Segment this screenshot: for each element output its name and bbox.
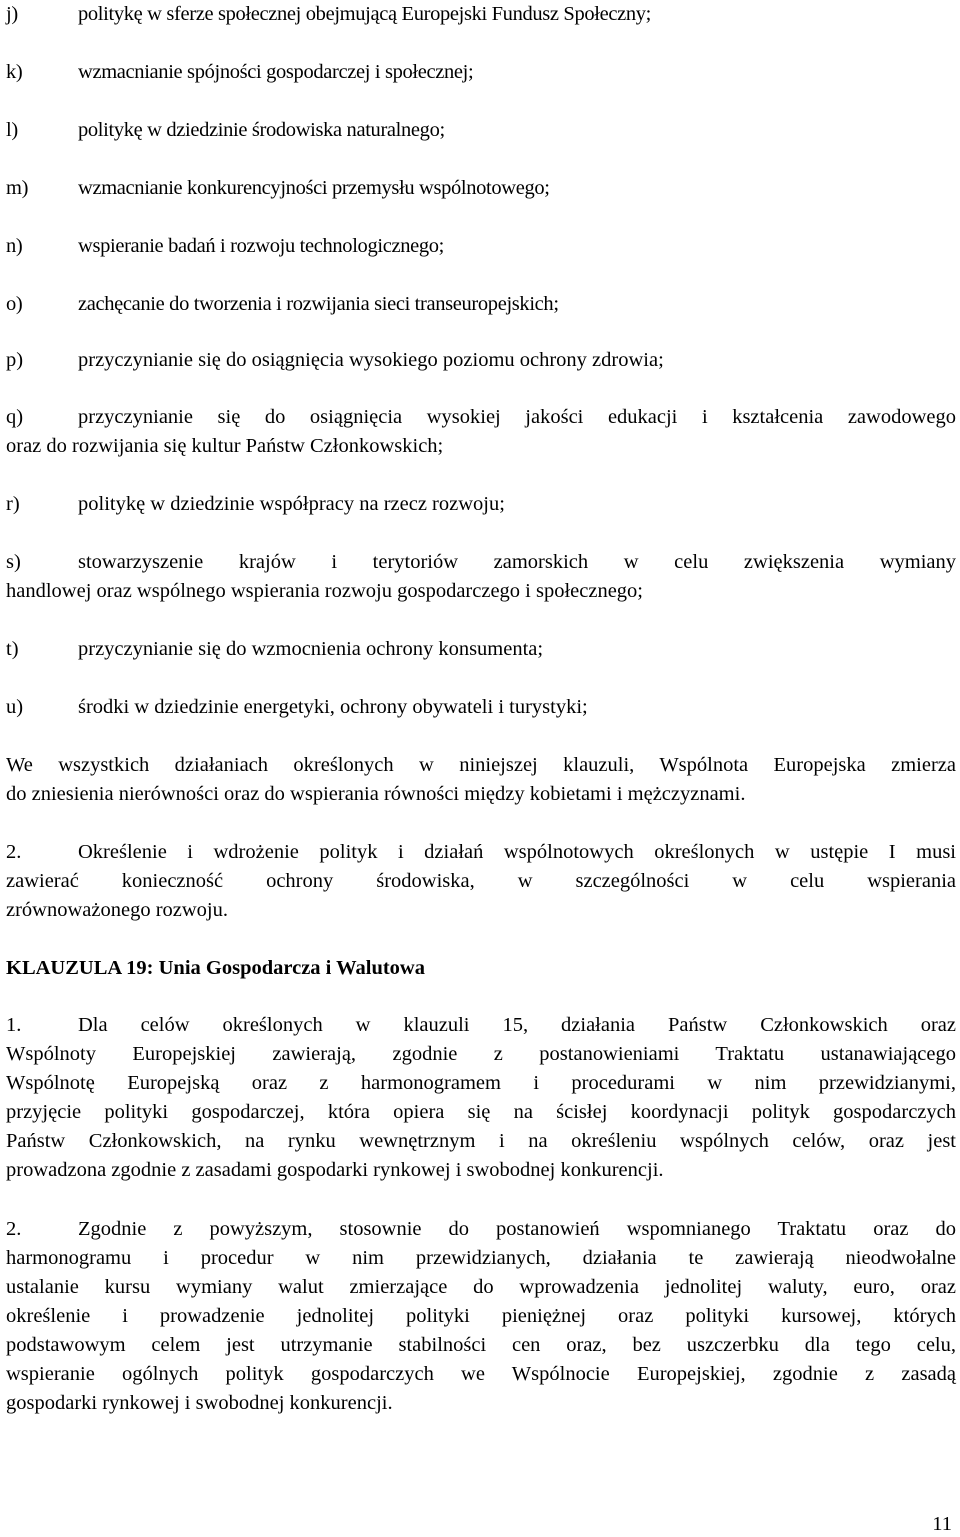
list-item-text-continued: handlowej oraz wspólnego wspierania rozwoju gospodarczego i społecznego; — [6, 580, 644, 602]
list-item-text: zachęcanie do tworzenia i rozwijania sieci transeuropejskich; — [78, 293, 559, 315]
paragraph-line: podstawowym celem jest utrzymanie stabilności cen oraz, bez uszczerbku dla tego celu, — [6, 1334, 956, 1356]
paragraph-line: ustalanie kursu wymiany walut zmierzające do wprowadzenia jednolitej waluty, euro, oraz — [6, 1276, 956, 1298]
paragraph-line: wspieranie ogólnych polityk gospodarczych we Wspólnocie Europejskiej, zgodnie z zasadą — [6, 1363, 956, 1385]
paragraph-number: 2. — [6, 841, 22, 863]
list-item-q — [6, 403, 956, 461]
list-item-label: m) — [6, 177, 29, 199]
paragraph-line: zrównoważonego rozwoju. — [6, 899, 229, 921]
list-item-text: wspieranie badań i rozwoju technologicznego; — [78, 235, 444, 257]
list-item-label: l) — [6, 119, 18, 141]
paragraph-line: We wszystkich działaniach określonych w niniejszej klauzuli, Wspólnota Europejska zmierza — [6, 754, 956, 776]
paragraph-line: gospodarki rynkowej i swobodnej konkurencji. — [6, 1392, 393, 1414]
list-item-label: u) — [6, 696, 24, 718]
list-item-label: q) — [6, 406, 24, 428]
list-item-label: s) — [6, 551, 21, 573]
list-item-text-continued: oraz do rozwijania się kultur Państw Członkowskich; — [6, 435, 444, 457]
paragraph-number: 1. — [6, 1014, 22, 1036]
paragraph-line: zawierać konieczność ochrony środowiska, w szczególności w celu wspierania — [6, 870, 956, 892]
paragraph-line: przyjęcie polityki gospodarczej, która opiera się na ścisłej koordynacji polityk gospodarczych — [6, 1101, 956, 1123]
list-item-text: przyczynianie się do wzmocnienia ochrony konsumenta; — [78, 638, 544, 660]
paragraph-number: 2. — [6, 1218, 22, 1240]
list-item-text: środki w dziedzinie energetyki, ochrony obywateli i turystyki; — [78, 696, 588, 718]
list-item-text: politykę w dziedzinie współpracy na rzecz rozwoju; — [78, 493, 505, 515]
clause-heading: KLAUZULA 19: Unia Gospodarcza i Walutowa — [6, 957, 425, 979]
paragraph-line: Wspólnotę Europejską oraz z harmonogramem i procedurami w nim przewidzianymi, — [6, 1072, 956, 1094]
list-item-label: n) — [6, 235, 23, 257]
list-item-text: przyczynianie się do osiągnięcia wysokiego poziomu ochrony zdrowia; — [78, 349, 664, 371]
paragraph-line: określenie i prowadzenie jednolitej polityki pieniężnej oraz polityki kursowej, których — [6, 1305, 956, 1327]
list-item-text: wzmacnianie spójności gospodarczej i społecznej; — [78, 61, 474, 83]
list-item-label: o) — [6, 293, 23, 315]
list-item-label: t) — [6, 638, 19, 660]
list-item-text: wzmacnianie konkurencyjności przemysłu wspólnotowego; — [78, 177, 550, 199]
list-item-label: p) — [6, 349, 24, 371]
list-item-text: stowarzyszenie krajów i terytoriów zamorskich w celu zwiększenia wymiany — [78, 551, 956, 573]
list-item-text: politykę w dziedzinie środowiska naturalnego; — [78, 119, 445, 141]
clause19-paragraph-1 — [6, 1011, 956, 1185]
paragraph-line: Zgodnie z powyższym, stosownie do postanowień wspomnianego Traktatu oraz do — [78, 1218, 956, 1240]
paragraph-line: Dla celów określonych w klauzuli 15, działania Państw Członkowskich oraz — [78, 1014, 956, 1036]
page-number: 11 — [932, 1513, 952, 1535]
paragraph-line: Wspólnoty Europejskiej zawierają, zgodnie z postanowieniami Traktatu ustanawiającego — [6, 1043, 956, 1065]
list-item-label: k) — [6, 61, 23, 83]
list-item-label: r) — [6, 493, 20, 515]
list-item-label: j) — [6, 3, 18, 25]
equality-paragraph — [6, 751, 956, 809]
list-item-text: politykę w sferze społecznej obejmującą Europejski Fundusz Społeczny; — [78, 3, 652, 25]
list-item-text: przyczynianie się do osiągnięcia wysokiej jakości edukacji i kształcenia zawodowego — [78, 406, 956, 428]
paragraph-line: Państw Członkowskich, na rynku wewnętrznym i na określeniu wspólnych celów, oraz jest — [6, 1130, 956, 1152]
paragraph-2 — [6, 838, 956, 925]
paragraph-line: Określenie i wdrożenie polityk i działań wspólnotowych określonych w ustępie I musi — [78, 841, 956, 863]
list-item-s — [6, 548, 956, 606]
paragraph-line: prowadzona zgodnie z zasadami gospodarki rynkowej i swobodnej konkurencji. — [6, 1159, 664, 1181]
clause19-paragraph-2 — [6, 1215, 956, 1418]
paragraph-line: do zniesienia nierówności oraz do wspierania równości między kobietami i mężczyznami. — [6, 783, 746, 805]
paragraph-line: harmonogramu i procedur w nim przewidzianych, działania te zawierają nieodwołalne — [6, 1247, 956, 1269]
